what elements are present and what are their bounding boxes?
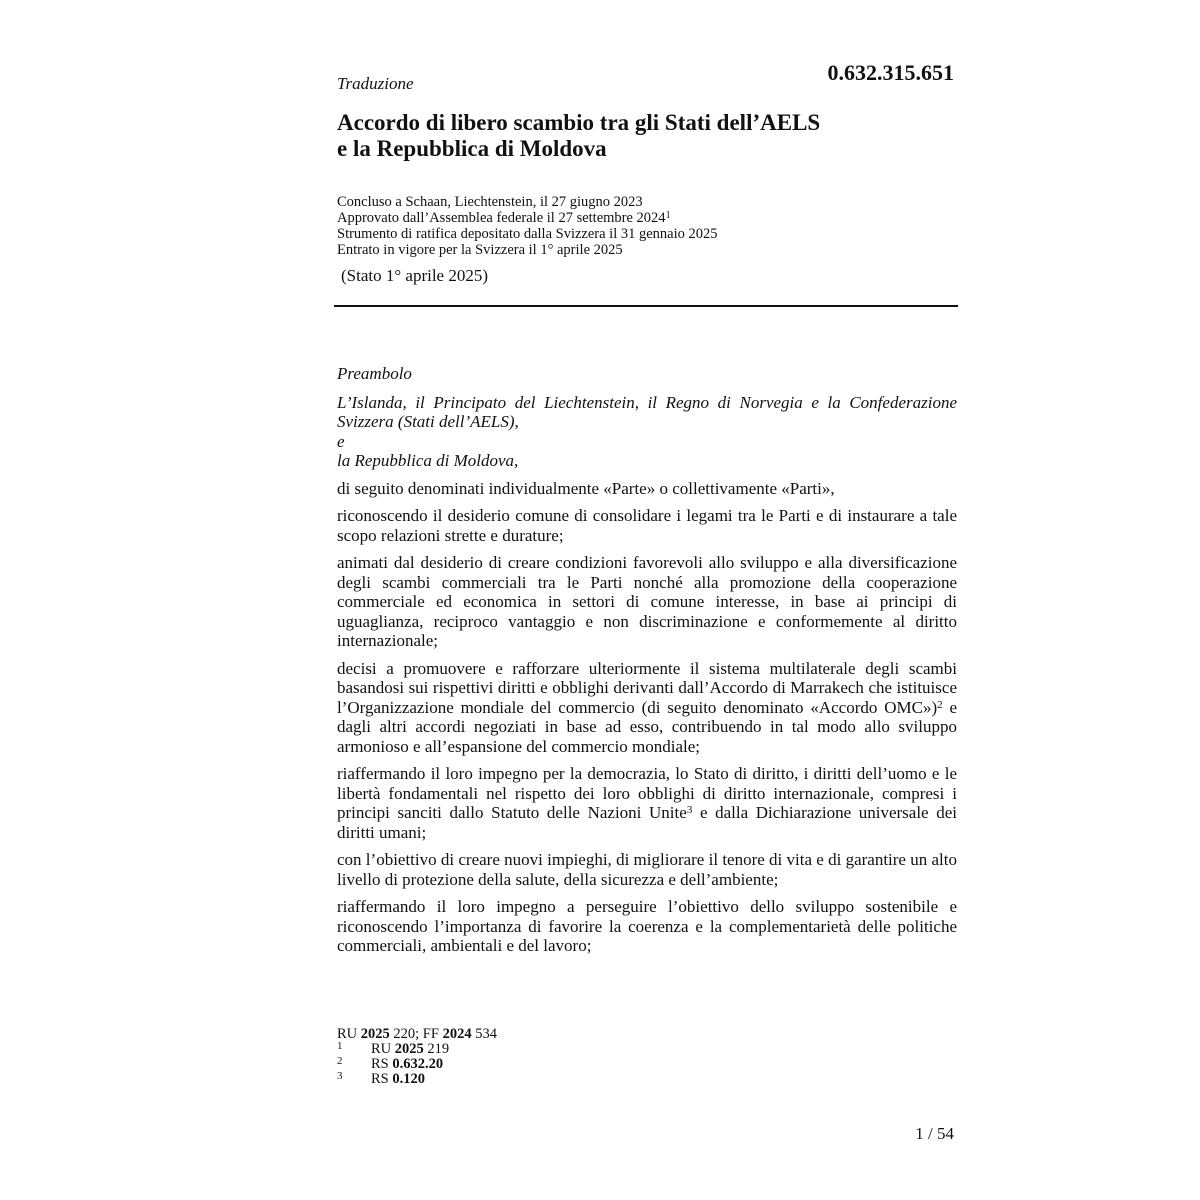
meta-ratification: Strumento di ratifica depositato dalla Svizzera il 31 gennaio 2025: [337, 226, 718, 242]
meta-entry-into-force: Entrato in vigore per la Svizzera il 1° aprile 2025: [337, 242, 623, 258]
translation-label: Traduzione: [337, 74, 414, 93]
preamble-paragraph: riaffermando il loro impegno a perseguire l’obiettivo dello sviluppo sostenibile e riconoscendo l’importanza di favorire la coerenza e la complementarietà delle politiche commerciali, ambientali e del lavoro;: [337, 897, 957, 955]
footnote-1: 1 RU 2025 219: [337, 1040, 450, 1057]
preamble-paragraph: decisi a promuovere e rafforzare ulteriormente il sistema multilaterale degli scambi basandosi sui rispettivi diritti e obblighi derivanti dall’Accordo di Marrakech che istituisce l’Organizzazione mondiale del commercio (di seguito denominato «Accordo OMC»)$^2$ e dagli altri accordi negoziati in base ad esso, contribuendo in tal modo allo sviluppo armonioso e all’espansione del commercio mondiale;: [337, 658, 958, 756]
footnotes: [337, 1027, 497, 1087]
preamble-heading: Preambolo: [337, 364, 412, 383]
preamble-section: [337, 364, 957, 964]
preamble-paragraph: con l’obiettivo di creare nuovi impieghi, di migliorare il tenore di vita e di garantire un alto livello di protezione della salute, della sicurezza e dell’ambiente;: [337, 850, 957, 889]
preamble-paragraph: di seguito denominati individualmente «Parte» o collettivamente «Parti»,: [337, 478, 835, 498]
parties-moldova: la Repubblica di Moldova,: [337, 451, 519, 470]
sr-number: 0.632.315.651: [827, 60, 954, 85]
footnote-ref-2[interactable]: 2: [937, 698, 943, 711]
preamble-parties: [337, 393, 957, 471]
footnote-ref-1[interactable]: 1: [665, 210, 671, 221]
footnote-ref-3[interactable]: 3: [686, 804, 693, 816]
meta-concluded: Concluso a Schaan, Liechtenstein, il 27 giugno 2023: [337, 194, 643, 210]
footnote-2: 2 RS 0.632.20: [337, 1055, 444, 1072]
status-date: (Stato 1° aprile 2025): [341, 266, 489, 285]
parties-and: e: [337, 431, 345, 451]
title-line-1: Accordo di libero scambio tra gli Stati dell’AELS: [337, 110, 821, 135]
publication-reference: RU 2025 220; FF 2024 534: [337, 1026, 497, 1042]
meta-approved: Approvato dall’Assemblea federale il 27 settembre 2024$^1$: [337, 210, 671, 226]
header-divider: [334, 305, 958, 307]
title-line-2: e la Repubblica di Moldova: [337, 136, 607, 161]
footnote-3: 3 RS 0.120: [337, 1070, 425, 1087]
parties-efta: L’Islanda, il Principato del Liechtenstein, il Regno di Norvegia e la Confederazione Svizzera (Stati dell’AELS),: [337, 392, 957, 431]
preamble-paragraph: animati dal desiderio di creare condizioni favorevoli allo sviluppo e alla diversificazione degli scambi commerciali tra le Parti nonché alla promozione della cooperazione commerciale ed economica in settori di comune interesse, in base ai principi di uguaglianza, reciproco vantaggio e non discriminazione e conformemente al diritto internazionale;: [337, 553, 957, 650]
page-number: 1 / 54: [915, 1124, 954, 1143]
document-metadata: [337, 194, 718, 258]
preamble-paragraph: riaffermando il loro impegno per la democrazia, lo Stato di diritto, i diritti dell’uomo e le libertà fondamentali nel rispetto dei loro obblighi di diritto internazionale, compresi i principi sanciti dallo Statuto delle Nazioni Unite$^3$ e dalla Dichiarazione universale dei diritti umani;: [337, 764, 957, 842]
preamble-paragraph: riconoscendo il desiderio comune di consolidare i legami tra le Parti e di instaurare a tale scopo relazioni strette e durature;: [337, 506, 957, 545]
document-title: [337, 110, 957, 162]
